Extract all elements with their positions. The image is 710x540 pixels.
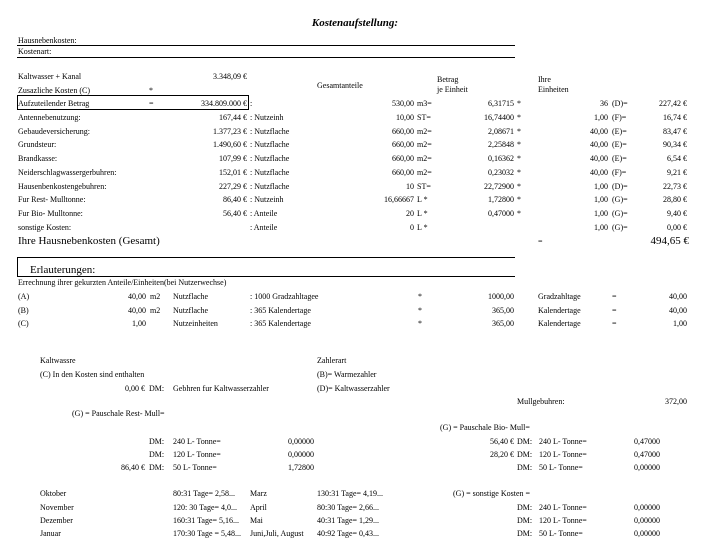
cost-anteile: 660,00 — [392, 167, 414, 177]
kaltwasser-dm: DM: — [149, 384, 165, 393]
bio-amount: 56,40 € — [490, 437, 514, 446]
cost-star: * — [517, 195, 521, 205]
bio-desc: 120 L- Tonne= — [539, 450, 587, 459]
aufzuteilend-betrag: 6,31715 — [488, 99, 514, 108]
cost-amount: 86,40 € — [223, 195, 247, 205]
field-hausnebenkosten: Hausnebenkosten: — [18, 36, 77, 45]
cost-betrag — [455, 223, 514, 233]
cost-anteile: 0 — [410, 222, 414, 232]
cost-basis: : Anteile — [250, 222, 278, 232]
month-days: 160:31 Tage= 5,16... — [173, 516, 240, 525]
sonstige-value: 0,00000 — [634, 529, 660, 538]
cost-unit: m2= — [417, 167, 432, 177]
cost-unit: L * — [417, 208, 428, 218]
cost-einheiten: 40,00 — [590, 154, 608, 164]
month-days: 40:31 Tage= 1,29... — [317, 516, 380, 525]
cost-basis: : Nutzeinh — [250, 113, 284, 122]
cost-einheiten: 40,00 — [590, 140, 608, 150]
cost-label: Neiderschlagwassergerbuhren: — [18, 167, 117, 177]
kaltwasser-label: Kaltwasser + Kanal — [18, 72, 82, 81]
cost-anteile: 20 — [406, 208, 414, 218]
cost-amount — [160, 223, 247, 233]
erlauterungen-title: Erlauterungen: — [30, 264, 96, 276]
erl-label: Kalendertage — [538, 305, 581, 315]
rest-dm: DM: — [149, 463, 165, 472]
cost-label: Hausenbenkostengebuhren: — [18, 181, 107, 191]
cost-key: (E)= — [612, 126, 627, 136]
cost-basis: : Nutzflache — [250, 181, 290, 191]
divider-line — [17, 109, 249, 110]
cost-total: 9,21 € — [667, 167, 687, 177]
cost-unit: m2= — [417, 154, 432, 164]
cost-total: 6,54 € — [667, 154, 687, 164]
cost-basis: : Nutzflache — [250, 154, 290, 164]
cost-total: 83,47 € — [663, 126, 687, 136]
erl-basis: : 365 Kalendertage — [250, 319, 311, 328]
box-edge — [248, 95, 249, 109]
cost-betrag: 0,47000 — [488, 208, 514, 218]
erl-basis: : 365 Kalendertage — [250, 305, 311, 315]
sonstige-value: 0,00000 — [634, 516, 660, 525]
cost-label: Gebaudeversicherung: — [18, 126, 90, 136]
cost-betrag: 16,74400 — [484, 113, 514, 122]
cost-unit: m2= — [417, 140, 432, 150]
cost-star: * — [517, 113, 521, 122]
month-name: Dezember — [40, 516, 73, 525]
cost-unit: m2= — [417, 126, 432, 136]
erl-result: 40,00 — [669, 305, 687, 315]
cost-amount: 1.377,23 € — [213, 126, 247, 136]
gesamt-label: Ihre Hausnebenkosten (Gesamt) — [18, 235, 160, 247]
divider-line — [17, 95, 249, 96]
cost-unit: L * — [417, 222, 428, 232]
erl-desc: Nutzflache — [173, 305, 209, 315]
rest-value: 0,00000 — [288, 437, 314, 446]
erl-star: * — [418, 305, 422, 315]
cost-betrag: 0,16362 — [488, 154, 514, 164]
cost-basis: : Anteile — [250, 208, 278, 218]
cost-total: 16,74 € — [663, 113, 687, 122]
divider-line — [17, 45, 515, 46]
cost-unit: ST= — [417, 181, 431, 191]
cost-einheiten: 1,00 — [594, 181, 608, 191]
kaltwasser-value: 3.348,09 € — [213, 72, 247, 81]
cost-total: 22,73 € — [663, 181, 687, 191]
betrag-header-2: je Einheit — [437, 85, 468, 94]
erl-value: 40,00 — [128, 305, 146, 315]
bio-value: 0,00000 — [634, 463, 660, 472]
rest-mull-title: (G) = Pauschale Rest- Mull= — [72, 409, 165, 418]
erl-label: Kalendertage — [538, 319, 581, 328]
rest-desc: 240 L- Tonne= — [173, 437, 221, 446]
cost-star: * — [517, 167, 521, 177]
page-title: Kostenaufstellung: — [311, 17, 399, 29]
cost-basis: : Nutzflache — [250, 140, 290, 150]
einheiten-header-2: Einheiten — [538, 85, 569, 94]
cost-label: Fur Rest- Mulltonne: — [18, 195, 86, 205]
erl-star: * — [418, 292, 422, 301]
month-days: 80:31 Tage= 2,58... — [173, 489, 236, 498]
aufzuteilend-total: 227,42 € — [659, 99, 687, 108]
erl-basis: : 1000 Gradzahltagee — [250, 292, 319, 301]
cost-key: (G)= — [612, 208, 628, 218]
month-name: Oktober — [40, 489, 67, 498]
cost-key: (F)= — [612, 167, 627, 177]
month-name: Juni,Juli, August — [250, 529, 304, 538]
erl-value: 1,00 — [132, 319, 146, 328]
cost-anteile: 10 — [406, 181, 414, 191]
einheiten-header-1: Ihre — [538, 75, 551, 84]
cost-amount: 167,44 € — [219, 113, 247, 122]
cost-basis: : Nutzflache — [250, 126, 290, 136]
zahlerart-kalt: (D)= Kaltwasserzahler — [317, 384, 390, 393]
month-days: 40:92 Tage= 0,43... — [317, 529, 380, 538]
gesamt-eq: = — [538, 237, 543, 246]
erl-eq: = — [612, 319, 617, 328]
month-days: 170:30 Tage = 5,48... — [173, 529, 242, 538]
erlauterungen-subtitle: Errechnung ihrer gekurzten Anteile/Einheiten(bei Nutzerwechse) — [18, 278, 227, 287]
kaltwasser-title: Kaltwassre — [40, 356, 76, 365]
rest-amount: 86,40 € — [121, 463, 145, 472]
cost-key: (G)= — [612, 195, 628, 205]
cost-basis: : Nutzeinh — [250, 195, 284, 205]
month-name: April — [250, 503, 267, 512]
aufzuteilend-value: 334.809.000 € — [201, 99, 247, 108]
bio-dm: DM: — [517, 437, 533, 446]
cost-einheiten: 1,00 — [594, 222, 608, 232]
cost-star: * — [517, 208, 521, 218]
kaltwasser-amount: 0,00 € — [125, 384, 145, 393]
erl-label: Gradzahltage — [538, 292, 581, 301]
kaltwasser-desc: Gebhren fur Kaltwasserzahler — [173, 384, 269, 393]
bio-amount — [455, 463, 514, 473]
gesamtanteile-header: Gesamtanteile — [317, 81, 363, 90]
cost-betrag: 22,72900 — [484, 181, 514, 191]
aufzuteilend-label: Aufzuteilender Betrag — [18, 99, 90, 108]
erl-result: 1,00 — [673, 319, 687, 328]
cost-label: Fur Bio- Mulltonne: — [18, 208, 83, 218]
sonstige-dm: DM: — [517, 529, 533, 538]
month-days: 120: 30 Tage= 4,0... — [173, 503, 238, 512]
erl-unit: m2 — [150, 292, 161, 301]
month-name: Januar — [40, 529, 61, 538]
rest-desc: 120 L- Tonne= — [173, 450, 221, 459]
month-name: Mai — [250, 516, 263, 525]
cost-anteile: 16,66667 — [384, 195, 414, 205]
cost-anteile: 660,00 — [392, 154, 414, 164]
zusatz-label: Zusazliche Kosten (C) — [18, 86, 90, 95]
cost-key: (E)= — [612, 154, 627, 164]
cost-einheiten: 40,00 — [590, 167, 608, 177]
rest-amount — [90, 437, 145, 447]
cost-star: * — [517, 140, 521, 150]
aufzuteilend-sign: = — [149, 99, 154, 108]
rest-desc: 50 L- Tonne= — [173, 463, 217, 472]
erl-id: (B) — [18, 305, 29, 315]
erl-star: * — [418, 319, 422, 328]
aufzuteilend-unit: m3= — [417, 99, 432, 108]
cost-key: (G)= — [612, 222, 628, 232]
erl-num: 365,00 — [492, 305, 514, 315]
sonstige-title: (G) = sonstige Kosten = — [453, 489, 531, 498]
zusatz-sign: * — [149, 86, 153, 95]
cost-anteile: 10,00 — [396, 113, 414, 122]
cost-amount: 152,01 € — [219, 167, 247, 177]
kaltwasser-note: (C) In den Kosten sind enthalten — [40, 370, 145, 379]
month-days: 80:30 Tage= 2,66... — [317, 503, 380, 512]
cost-amount: 107,99 € — [219, 154, 247, 164]
erl-result: 40,00 — [669, 292, 687, 301]
erl-desc: Nutzeinheiten — [173, 319, 218, 328]
bio-dm: DM: — [517, 463, 533, 472]
cost-einheiten: 1,00 — [594, 208, 608, 218]
zahlerart-warm: (B)= Warmezahler — [317, 370, 377, 379]
zahlerart-title: Zahlerart — [317, 356, 347, 365]
sonstige-value: 0,00000 — [634, 503, 660, 512]
cost-key: (F)= — [612, 113, 627, 122]
sonstige-desc: 50 L- Tonne= — [539, 529, 583, 538]
cost-basis: : Nutzflache — [250, 167, 290, 177]
rest-value: 1,72800 — [288, 463, 314, 472]
month-days: 130:31 Tage= 4,19... — [317, 489, 384, 498]
bio-amount: 28,20 € — [490, 450, 514, 459]
rest-dm: DM: — [149, 450, 165, 459]
divider-line — [17, 276, 515, 277]
erl-id: (A) — [18, 292, 30, 301]
cost-betrag: 2,25848 — [488, 140, 514, 150]
cost-amount: 1.490,60 € — [213, 140, 247, 150]
field-kostenart: Kostenart: — [18, 47, 52, 56]
aufzuteilend-anteil: 530,00 — [392, 99, 414, 108]
bio-value: 0,47000 — [634, 450, 660, 459]
aufzuteilend-colon: : — [250, 99, 253, 108]
cost-amount: 56,40 € — [223, 208, 247, 218]
cost-label: Brandkasse: — [18, 154, 58, 164]
erl-id: (C) — [18, 319, 29, 328]
erl-unit: m2 — [150, 305, 161, 315]
cost-einheiten: 1,00 — [594, 113, 608, 122]
betrag-header-1: Betrag — [437, 75, 459, 84]
bio-mull-title: (G) = Pauschale Bio- Mull= — [440, 423, 530, 432]
erl-eq: = — [612, 305, 617, 315]
month-name: November — [40, 503, 74, 512]
cost-betrag: 0,23032 — [488, 167, 514, 177]
cost-star: * — [517, 181, 521, 191]
cost-key: (E)= — [612, 140, 627, 150]
mullgebuhren-value: 372,00 — [665, 397, 687, 406]
sonstige-desc: 120 L- Tonne= — [539, 516, 587, 525]
cost-total: 0,00 € — [667, 222, 687, 232]
cost-label: Antennebenutzung: — [18, 113, 81, 122]
cost-unit: L * — [417, 195, 428, 205]
cost-betrag: 1,72800 — [488, 195, 514, 205]
sonstige-desc: 240 L- Tonne= — [539, 503, 587, 512]
month-name: Marz — [250, 489, 267, 498]
erl-eq: = — [612, 292, 617, 301]
cost-label: Grundsteur: — [18, 140, 57, 150]
cost-anteile: 660,00 — [392, 140, 414, 150]
cost-label: sonstige Kosten: — [18, 222, 72, 232]
cost-einheiten: 1,00 — [594, 195, 608, 205]
cost-total: 90,34 € — [663, 140, 687, 150]
rest-dm: DM: — [149, 437, 165, 446]
erl-num: 365,00 — [492, 319, 514, 328]
aufzuteilend-star: * — [517, 99, 521, 108]
aufzuteilend-einheiten: 36 — [600, 99, 608, 108]
sonstige-dm: DM: — [517, 503, 533, 512]
erl-num: 1000,00 — [488, 292, 514, 301]
erl-desc: Nutzflache — [173, 292, 209, 301]
cost-total: 9,40 € — [667, 208, 687, 218]
cost-unit: ST= — [417, 113, 431, 122]
cost-anteile: 660,00 — [392, 126, 414, 136]
bio-desc: 50 L- Tonne= — [539, 463, 583, 472]
cost-key: (D)= — [612, 181, 628, 191]
mullgebuhren-label: Mullgebuhren: — [517, 397, 565, 406]
box-edge — [17, 95, 18, 109]
aufzuteilend-key: (D)= — [612, 99, 628, 108]
cost-amount: 227,29 € — [219, 181, 247, 191]
cost-total: 28,80 € — [663, 195, 687, 205]
bio-dm: DM: — [517, 450, 533, 459]
bio-desc: 240 L- Tonne= — [539, 437, 587, 446]
divider-line — [17, 57, 515, 58]
rest-amount — [90, 450, 145, 460]
gesamt-total: 494,65 € — [650, 235, 689, 247]
box-edge — [17, 257, 18, 276]
cost-betrag: 2,08671 — [488, 126, 514, 136]
rest-value: 0,00000 — [288, 450, 314, 459]
cost-star: * — [517, 126, 521, 136]
bio-value: 0,47000 — [634, 437, 660, 446]
divider-line — [17, 257, 515, 258]
sonstige-dm: DM: — [517, 516, 533, 525]
erl-value: 40,00 — [128, 292, 146, 301]
cost-star: * — [517, 154, 521, 164]
cost-einheiten: 40,00 — [590, 126, 608, 136]
